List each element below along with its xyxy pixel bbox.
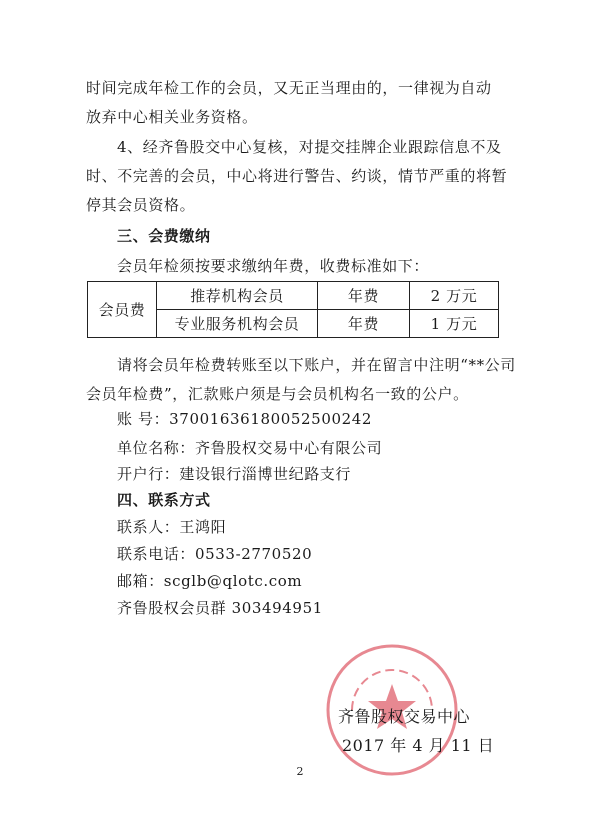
fee-item-cell: 年费 xyxy=(318,310,410,338)
account-name: 单位名称：齐鲁股权交易中心有限公司 xyxy=(117,439,383,457)
fee-table xyxy=(87,281,499,338)
contact-phone: 联系电话：0533-2770520 xyxy=(117,545,313,563)
account-number: 账 号：37001636180052500242 xyxy=(117,410,373,428)
contact-person: 联系人：王鸿阳 xyxy=(117,518,227,536)
member-type-cell: 推荐机构会员 xyxy=(157,282,318,310)
table-row xyxy=(88,282,499,310)
account-bank: 开户行：建设银行淄博世纪路支行 xyxy=(117,465,352,483)
member-type-cell: 专业服务机构会员 xyxy=(157,310,318,338)
fee-amount-cell: 2 万元 xyxy=(410,282,499,310)
fee-amount-cell: 1 万元 xyxy=(410,310,499,338)
section-3-heading: 三、会费缴纳 xyxy=(117,227,211,245)
fee-intro: 会员年检须按要求缴纳年费，收费标准如下： xyxy=(117,257,430,275)
fee-group-cell: 会员费 xyxy=(88,282,157,338)
para-1-line-1: 时间完成年检工作的会员，又无正当理由的，一律视为自动 xyxy=(86,79,492,97)
para-2: 4、经齐鲁股交中心复核，对提交挂牌企业跟踪信息不及时、不完善的会员，中心将进行警告、约谈，情节严重的将暂停其会员资格。 xyxy=(86,138,508,214)
para-1-line-2: 放弃中心相关业务资格。 xyxy=(86,108,258,126)
signature-org: 齐鲁股权交易中心 xyxy=(338,707,471,726)
contact-group: 齐鲁股权会员群 303494951 xyxy=(117,599,323,617)
contact-email: 邮箱：scglb@qlotc.com xyxy=(117,572,303,590)
page-number: 2 xyxy=(296,765,304,778)
signature-date: 2017 年 4 月 11 日 xyxy=(342,736,495,755)
fee-item-cell: 年费 xyxy=(318,282,410,310)
transfer-instructions: 请将会员年检费转账至以下账户，并在留言中注明“**公司会员年检费”，汇款账户须是与会员机构名一致的公户。 xyxy=(86,356,516,403)
section-4-heading: 四、联系方式 xyxy=(117,491,211,509)
